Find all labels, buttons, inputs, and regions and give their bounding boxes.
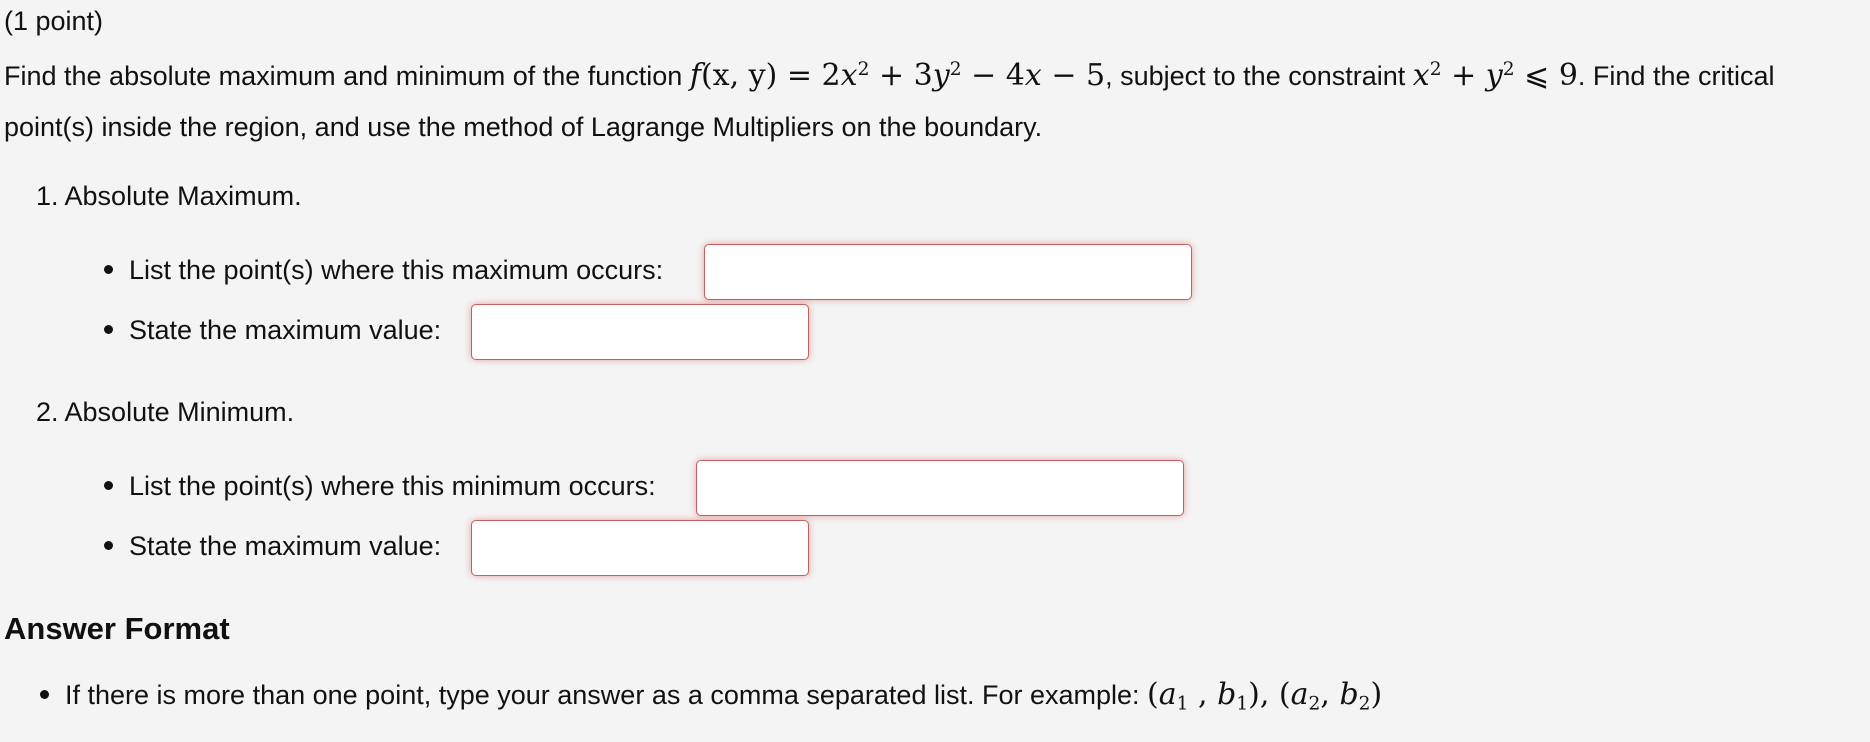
problem-statement-line-2: point(s) inside the region, and use the method of Lagrange Multipliers on the boundary.: [4, 112, 1043, 142]
bullet-icon: [40, 690, 49, 699]
bullet-icon: [104, 325, 113, 334]
min-points-label: List the point(s) where this minimum occurs:: [129, 471, 656, 501]
max-value-input[interactable]: [471, 304, 809, 360]
max-points-item: [104, 255, 663, 286]
max-points-label: List the point(s) where this maximum occurs:: [129, 255, 664, 285]
answer-format-example: ($a_1$ , $b_1$), ($a_2$, $b_2$): [1147, 677, 1383, 715]
constraint-expression: $x^2 + y^2$ ⩽ 9: [1412, 58, 1578, 93]
max-points-input[interactable]: [704, 244, 1192, 300]
min-points-input[interactable]: [696, 460, 1184, 516]
min-value-label: State the maximum value:: [129, 531, 442, 561]
min-section-heading: 2. Absolute Minimum.: [36, 397, 295, 427]
answer-format-item: [40, 677, 1383, 715]
answer-format-text: If there is more than one point, type your answer as a comma separated list. For example:: [65, 680, 1140, 710]
problem-mid-text: , subject to the constraint: [1105, 61, 1406, 91]
bullet-icon: [104, 265, 113, 274]
function-expression: f(x, $y) = 2x^2 + 3y^2 - 4x - 5$: [689, 58, 1106, 93]
answer-format-heading: Answer Format: [4, 611, 230, 646]
max-value-item: [104, 315, 441, 346]
problem-intro: Find the absolute maximum and minimum of the function: [4, 61, 683, 91]
max-section-heading: 1. Absolute Maximum.: [36, 181, 302, 211]
bullet-icon: [104, 481, 113, 490]
max-value-label: State the maximum value:: [129, 315, 442, 345]
min-points-item: [104, 471, 656, 502]
problem-end-text: . Find the critical: [1577, 61, 1775, 91]
min-value-item: [104, 531, 441, 562]
problem-statement-line-1: [4, 58, 1775, 93]
points-label: (1 point): [4, 6, 104, 36]
min-value-input[interactable]: [471, 520, 809, 576]
bullet-icon: [104, 541, 113, 550]
